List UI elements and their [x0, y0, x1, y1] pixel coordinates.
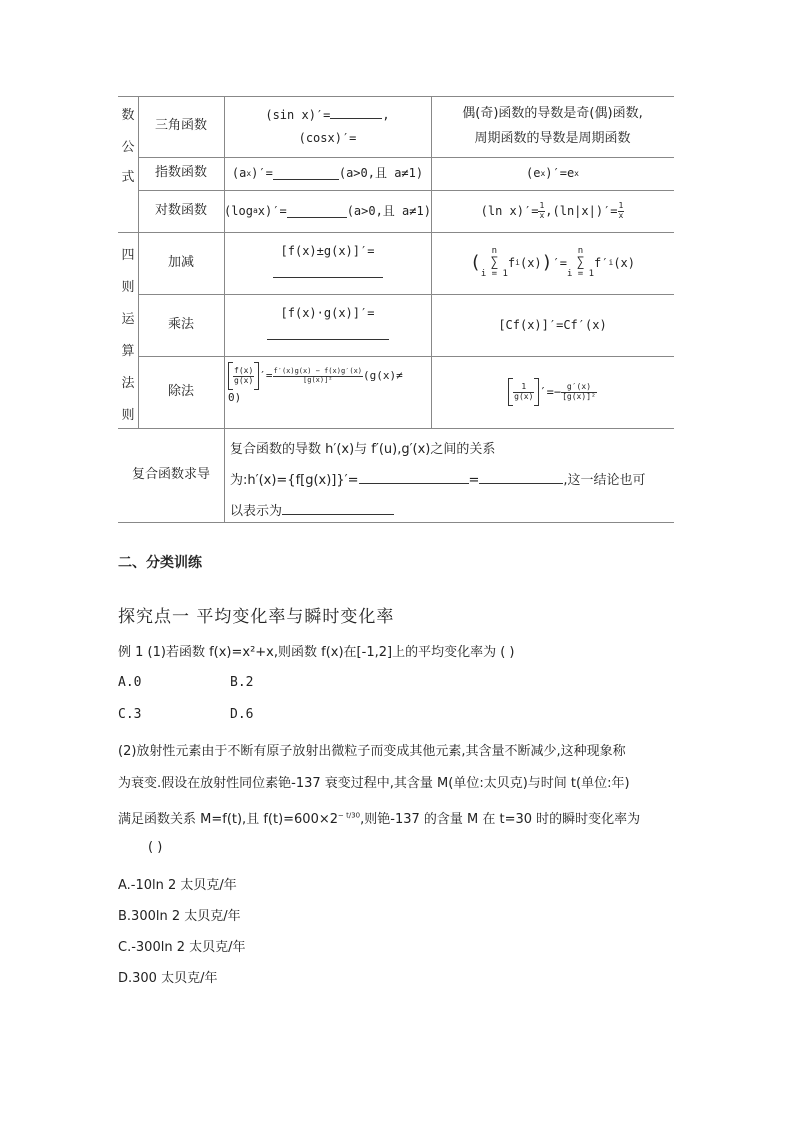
trig-note-line: 偶(奇)函数的导数是奇(偶)函数,: [462, 105, 643, 121]
paren-open: (: [469, 251, 481, 273]
row-name-div: 除法: [167, 383, 194, 399]
fraction-den: x: [618, 210, 624, 220]
fraction-den: [g(x)]²: [303, 375, 333, 384]
formula-part: (x): [519, 255, 542, 270]
row-name-add: 加减: [167, 254, 194, 270]
exp-formula: [224, 157, 431, 190]
formula-part: )′=e: [545, 166, 575, 181]
fraction-den: g(x): [514, 391, 534, 401]
question-text-part: 满足函数关系 M=f(t),且 f(t)=600×2: [118, 812, 339, 827]
paren-close: ): [541, 251, 553, 273]
option-a: A.0: [118, 675, 142, 690]
sum-symbol: ∑: [490, 255, 499, 271]
answer-blank: [273, 265, 383, 278]
fraction: [561, 383, 597, 402]
formula-condition: (a>0,且 a≠1): [338, 166, 424, 181]
punct: ,: [382, 107, 390, 122]
fraction: [273, 368, 364, 384]
row-name-log: 对数函数: [154, 202, 207, 218]
trig-note: [431, 96, 674, 157]
formula-sub: i: [515, 258, 520, 268]
fraction-num: f(x): [234, 365, 254, 375]
div-note: [431, 356, 674, 428]
chain-line: [230, 496, 670, 527]
mul-formula: [224, 294, 431, 356]
sum-operator: [567, 247, 594, 280]
vertical-label-char: 算: [121, 344, 135, 359]
add-note: [431, 232, 674, 294]
example-1-question-2-line: (2)放射性元素由于不断有原子放射出微粒子而变成其他元素,其含量不断减少,这种现象称: [118, 744, 626, 759]
option-d: D.300 太贝克/年: [118, 971, 218, 986]
row-name-exp: 指数函数: [154, 165, 207, 181]
formula-part: x)′=: [257, 203, 287, 218]
chain-line: 复合函数的导数 h′(x)与 f′(u),g′(x)之间的关系: [230, 442, 496, 457]
trig-cos-formula: (cosx)′=: [298, 130, 357, 145]
trig-note-line: 周期函数的导数是周期函数: [474, 130, 631, 146]
option-b: B.300ln 2 太贝克/年: [118, 909, 241, 924]
vertical-label-char: 数: [121, 108, 135, 123]
vertical-label-char: 则: [121, 408, 135, 423]
formula-part: ′=−: [539, 384, 562, 399]
formula-part: ′=: [552, 255, 567, 270]
fraction-num: 1: [513, 383, 534, 393]
chain-text-part: 为:h′(x)={f[g(x)]}′=: [230, 473, 359, 488]
answer-paren: ( ): [148, 840, 163, 855]
sum-bottom: i = 1: [566, 268, 595, 279]
formula-sup: x: [574, 168, 579, 178]
row-name-chain: 复合函数求导: [131, 466, 210, 482]
vertical-label-char: 则: [121, 280, 135, 295]
formula-sup: x: [246, 168, 252, 178]
question-text-part: ,则铯-137 的含量 M 在 t=30 时的瞬时变化率为: [360, 812, 641, 827]
chain-line: [230, 465, 670, 496]
formula-condition: 0): [228, 391, 242, 404]
exp-note: [431, 157, 674, 190]
formula-condition: (a>0,且 a≠1): [346, 203, 431, 218]
formula-part: (ln x)′=: [480, 203, 539, 218]
answer-blank: [330, 106, 382, 119]
log-note: [431, 190, 674, 232]
vertical-label-char: 式: [121, 170, 135, 185]
row-name-trig: 三角函数: [154, 118, 207, 134]
fraction-den: [g(x)]²: [562, 391, 596, 401]
mul-note: [Cf(x)]′=Cf′(x): [498, 317, 607, 332]
answer-blank: [273, 167, 339, 180]
fraction: [618, 202, 625, 221]
formula-part: f: [507, 255, 516, 270]
section-title: 二、分类训练: [118, 555, 202, 571]
vertical-label-char: 法: [121, 376, 135, 391]
chain-text-part: =: [468, 473, 480, 488]
fraction: [513, 383, 534, 402]
answer-blank: [287, 205, 347, 218]
log-formula: [224, 190, 431, 232]
formula-part: (a: [231, 166, 247, 181]
chain-text-part: 以表示为: [230, 504, 283, 519]
example-1-question-1: 例 1 (1)若函数 f(x)=x²+x,则函数 f(x)在[-1,2]上的平均变化率为 ( ): [118, 645, 515, 660]
formula-sub: a: [252, 206, 258, 216]
sum-symbol: ∑: [576, 255, 585, 271]
fraction-num: 1: [539, 200, 545, 210]
formula-condition: (g(x)≠: [363, 369, 403, 382]
example-1-question-2-line: [118, 808, 640, 827]
formula-part: f′: [594, 255, 609, 270]
vertical-label-char: 运: [121, 312, 135, 327]
answer-blank: [282, 501, 394, 515]
formula-part: (x): [613, 255, 636, 270]
add-formula: [224, 232, 431, 294]
fraction: [233, 367, 254, 386]
option-d: D.6: [230, 707, 254, 722]
option-c: C.3: [118, 707, 142, 722]
mul-formula-text: [f(x)·g(x)]′=: [280, 306, 375, 321]
formula-part: ′=: [259, 369, 273, 382]
option-b: B.2: [230, 675, 254, 690]
fraction: [538, 202, 545, 221]
answer-blank: [359, 470, 469, 484]
option-c: C.-300ln 2 太贝克/年: [118, 940, 246, 955]
formula-sub: i: [608, 258, 614, 268]
row-name-mul: 乘法: [167, 316, 194, 332]
fraction-num: f′(x)g(x) − f(x)g′(x): [273, 366, 363, 375]
chain-text: [230, 434, 670, 527]
fraction-den: g(x): [234, 375, 254, 385]
exponent: − t/30: [338, 811, 361, 820]
formula-part: (log: [224, 203, 253, 218]
answer-blank: [267, 327, 389, 340]
chain-text-part: ,这一结论也可: [563, 473, 646, 488]
answer-blank: [479, 470, 563, 484]
fraction-den: x: [539, 210, 545, 220]
example-1-question-2-line: 为衰变.假设在放射性同位素铯-137 衰变过程中,其含量 M(单位:太贝克)与时间 t(单位:年): [118, 776, 630, 791]
formula-part: )′=: [251, 166, 273, 181]
sum-top: n: [577, 245, 584, 256]
trig-sin-formula: (sin x)′=: [265, 107, 331, 122]
vertical-label-char: 公: [121, 140, 135, 155]
formula-sup: x: [540, 168, 546, 178]
add-formula-text: [f(x)±g(x)]′=: [280, 244, 375, 259]
sum-operator: [481, 247, 508, 280]
vertical-label-char: 四: [121, 248, 135, 263]
formula-part: (e: [525, 166, 541, 181]
sum-bottom: i = 1: [480, 268, 508, 279]
option-a: A.-10ln 2 太贝克/年: [118, 878, 237, 893]
div-formula: [228, 362, 428, 407]
formula-part: ,(ln|x|)′=: [545, 203, 618, 218]
trig-formula: [224, 96, 431, 157]
sum-top: n: [491, 245, 498, 256]
fraction-num: 1: [618, 200, 624, 210]
fraction-num: g′(x): [561, 383, 597, 393]
topic-title: 探究点一 平均变化率与瞬时变化率: [118, 607, 395, 627]
